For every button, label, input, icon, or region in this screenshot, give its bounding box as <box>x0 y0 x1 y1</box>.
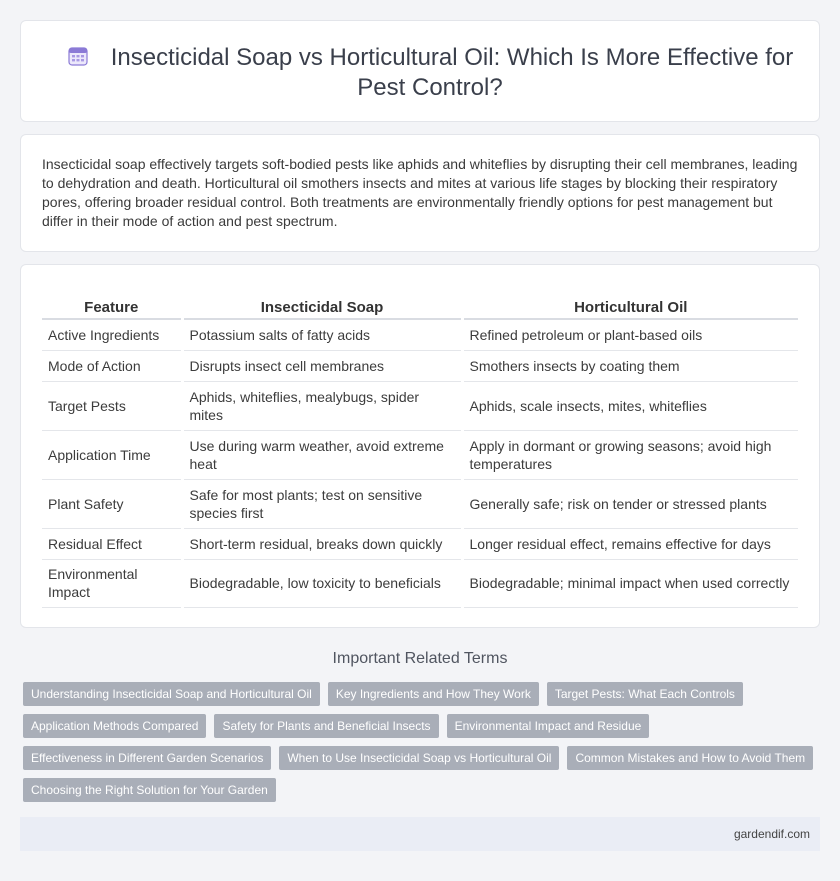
table-row <box>42 559 798 607</box>
related-terms-title: Important Related Terms <box>332 650 508 667</box>
table-row <box>42 319 798 350</box>
row-oil-value: Longer residual effect, remains effective for days <box>462 528 798 559</box>
header-feature: Feature <box>42 295 182 319</box>
page-title: Insecticidal Soap vs Horticultural Oil: Which Is More Effective for Pest Control? <box>110 44 794 101</box>
table-row <box>42 528 798 559</box>
row-oil-value: Generally safe; risk on tender or stressed plants <box>462 479 798 528</box>
related-term-tag[interactable]: Effectiveness in Different Garden Scenarios <box>23 746 271 770</box>
related-term-tag[interactable]: Safety for Plants and Beneficial Insects <box>214 714 438 738</box>
table-row <box>42 479 798 528</box>
row-soap-value: Use during warm weather, avoid extreme heat <box>182 430 462 479</box>
row-oil-value: Smothers insects by coating them <box>462 350 798 381</box>
row-feature: Active Ingredients <box>42 319 182 350</box>
row-feature: Plant Safety <box>42 479 182 528</box>
related-term-tag[interactable]: Application Methods Compared <box>23 714 206 738</box>
related-term-tag[interactable]: Key Ingredients and How They Work <box>328 682 539 706</box>
table-row <box>42 430 798 479</box>
related-term-tag[interactable]: Common Mistakes and How to Avoid Them <box>567 746 813 770</box>
row-oil-value: Refined petroleum or plant-based oils <box>462 319 798 350</box>
related-term-tag[interactable]: Understanding Insecticidal Soap and Horticultural Oil <box>23 682 320 706</box>
row-soap-value: Short-term residual, breaks down quickly <box>182 528 462 559</box>
footer <box>20 817 820 851</box>
summary-card <box>20 134 820 252</box>
comparison-card <box>20 264 820 628</box>
header-horticultural-oil: Horticultural Oil <box>462 295 798 319</box>
comparison-table <box>42 295 798 608</box>
row-oil-value: Biodegradable; minimal impact when used correctly <box>462 559 798 607</box>
row-oil-value: Apply in dormant or growing seasons; avoid high temperatures <box>462 430 798 479</box>
table-header-row <box>42 295 798 319</box>
table-row <box>42 381 798 430</box>
row-feature: Environmental Impact <box>42 559 182 607</box>
header-insecticidal-soap: Insecticidal Soap <box>182 295 462 319</box>
row-soap-value: Aphids, whiteflies, mealybugs, spider mites <box>182 381 462 430</box>
related-term-tag[interactable]: When to Use Insecticidal Soap vs Horticultural Oil <box>279 746 559 770</box>
row-feature: Target Pests <box>42 381 182 430</box>
row-feature: Residual Effect <box>42 528 182 559</box>
row-feature: Mode of Action <box>42 350 182 381</box>
related-terms-list <box>23 682 823 802</box>
page-header <box>61 43 799 103</box>
title-card <box>20 20 820 122</box>
table-row <box>42 350 798 381</box>
row-soap-value: Disrupts insect cell membranes <box>182 350 462 381</box>
row-oil-value: Aphids, scale insects, mites, whiteflies <box>462 381 798 430</box>
related-term-tag[interactable]: Choosing the Right Solution for Your Garden <box>23 778 276 802</box>
row-feature: Application Time <box>42 430 182 479</box>
row-soap-value: Potassium salts of fatty acids <box>182 319 462 350</box>
row-soap-value: Safe for most plants; test on sensitive species first <box>182 479 462 528</box>
footer-site-link[interactable]: gardendif.com <box>733 827 810 841</box>
row-soap-value: Biodegradable, low toxicity to beneficials <box>182 559 462 607</box>
related-term-tag[interactable]: Target Pests: What Each Controls <box>547 682 743 706</box>
related-term-tag[interactable]: Environmental Impact and Residue <box>447 714 650 738</box>
calendar-icon <box>67 45 89 67</box>
summary-text: Insecticidal soap effectively targets soft-bodied pests like aphids and whiteflies by disrupting their cell membranes, leading to dehydration and death. Horticultural oil smothers insects and mites at various life stages by blocking their respiratory pores, offering broader residual control. Both treatments are environmentally friendly options for pest management but differ in their mode of action and pest spectrum. <box>42 156 798 229</box>
